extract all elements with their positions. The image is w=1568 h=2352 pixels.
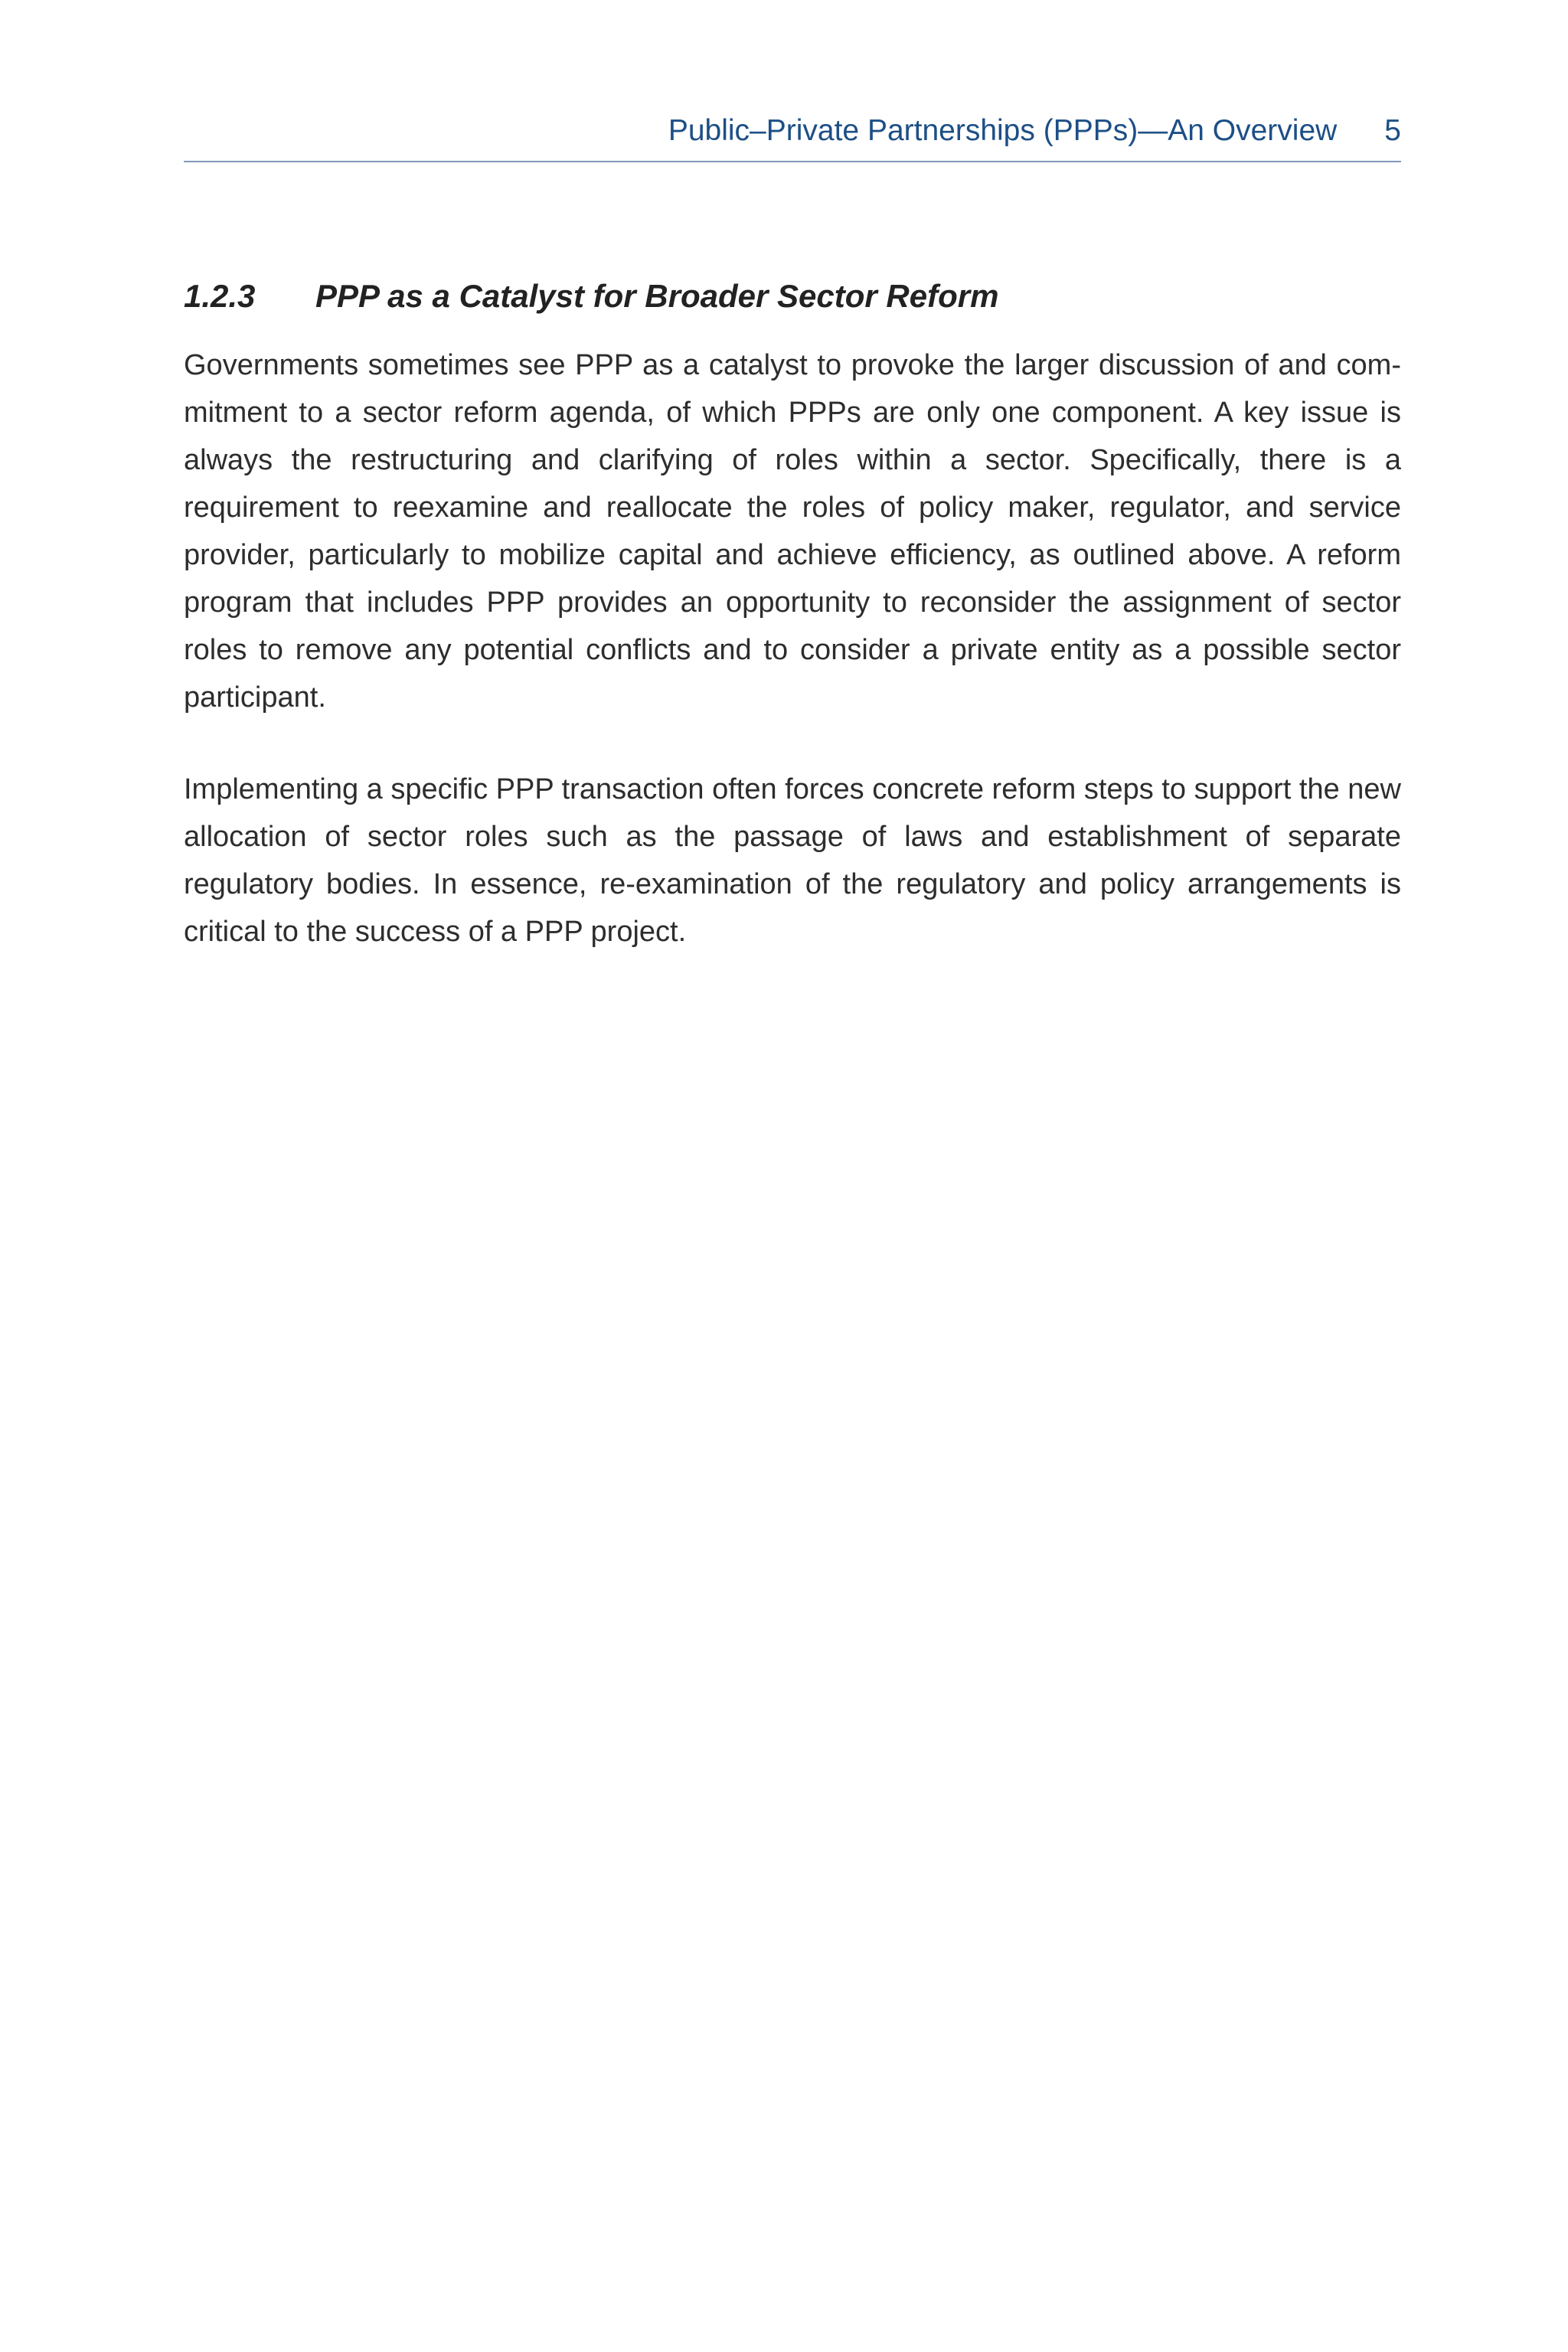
running-header — [184, 112, 1401, 150]
section-title: PPP as a Catalyst for Broader Sector Reform — [315, 277, 999, 314]
section-heading — [184, 275, 1401, 318]
header-divider — [184, 161, 1401, 162]
body-paragraph-1: Governments sometimes see PPP as a catalyst to provoke the larger discussion of and commitment to a sector reform agenda, of which PPPs are only one component. A key issue is always the restructuring and clarifying of roles within a sector. Specifically, there is a requirement to reexamine and reallocate the roles of policy maker, regulator, and service provider, particularly to mobilize capital and achieve efficiency, as outlined above. A reform program that includes PPP provides an opportunity to reconsider the assignment of sector roles to remove any potential conflicts and to consider a private entity as a possible sector participant. — [184, 349, 1401, 714]
body-paragraph-2: Implementing a specific PPP transaction often forces concrete reform steps to support the new allocation of sector roles such as the passage of laws and establishment of separate regulatory bodies. In essence, re-examination of the regulatory and policy arrangements is critical to the success of a PPP project. — [184, 773, 1401, 948]
running-title: Public–Private Partnerships (PPPs)—An Overview — [668, 114, 1338, 147]
page-number: 5 — [1384, 114, 1401, 147]
section-number: 1.2.3 — [184, 277, 256, 314]
